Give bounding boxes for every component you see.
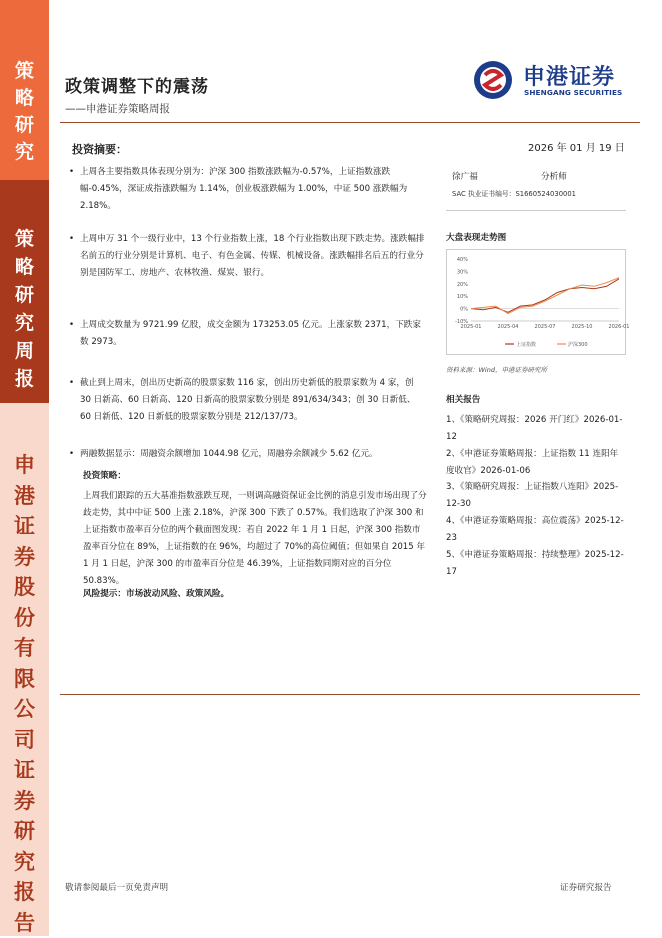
header-divider [60,122,640,123]
band-char: 周 [15,337,34,365]
band-char: 公 [14,694,35,725]
band-char: 策 [15,225,34,253]
y-tick-label: 0% [460,307,468,313]
chart-title: 大盘表现走势图 [446,231,506,243]
band-char: 限 [14,664,35,695]
logo-name-english: SHENGANG SECURITIES [524,88,622,97]
market-chart-svg [447,250,625,354]
summary-bullet: • 上周申万 31 个一级行业中，13 个行业指数上涨，18 个行业指数出现下跌走势。涨跌幅排名前五的行业分别是计算机、电子、有色金属、传媒、机械设备。涨跌幅排名后五的行业分别是国防军工、房地产、农林牧渔、煤炭、银行。 [80,231,425,282]
band-char: 港 [14,481,35,512]
risk-warning: 风险提示：市场波动风险、政策风险。 [83,587,229,599]
related-report-link[interactable]: 2、《申港证券策略周报：上证指数 11 连阳年度收官》2026-01-06 [446,446,626,479]
band-char: 券 [14,786,35,817]
band-char: 证 [14,511,35,542]
x-tick-label: 2025-07 [535,324,556,330]
band-char: 司 [14,725,35,756]
sac-certificate: SAC 执业证书编号：S1660524030001 [452,188,576,198]
side-band-company-name [0,403,49,936]
y-tick-label: 10% [457,294,468,300]
x-tick-label: 2025-10 [572,324,593,330]
analyst-name: 徐广福 [452,170,478,182]
related-report-link[interactable]: 3、《策略研究周报：上证指数八连阳》2025-12-30 [446,479,626,512]
band-char: 究 [15,309,34,337]
x-tick-label: 2026-01 [609,324,630,330]
summary-bullet: • 两融数据显示：周融资余额增加 1044.98 亿元，周融券余额减少 5.62 亿元。 [80,446,425,463]
band-char: 有 [14,633,35,664]
summary-heading: 投资摘要： [72,141,127,157]
related-reports-heading: 相关报告 [446,393,480,405]
sidebar-divider [446,210,626,211]
related-report-link[interactable]: 4、《申港证券策略周报：高位震荡》2025-12-23 [446,513,626,546]
page-subtitle: ——申港证券策略周报 [65,101,170,116]
analyst-role: 分析师 [541,170,567,182]
band-char: 报 [15,365,34,393]
y-tick-label: 30% [457,269,468,275]
legend-label: 沪深300 [568,341,588,348]
y-tick-label: 20% [457,282,468,288]
band-char: 略 [15,253,34,281]
band-char: 告 [14,908,35,938]
band-char: 策 [15,58,34,85]
summary-bullet: • 截止到上周末，创出历史新高的股票家数 116 家，创出历史新低的股票家数为 4 家，创 30 日新高、60 日新高、120 日新高的股票家数分别是 891/634/343；创 30 日新低、60 日新低、120 日新低的股票家数分别是 212/137/73。 [80,375,425,426]
band-char: 研 [15,112,34,139]
band-char: 券 [14,542,35,573]
strategy-heading: 投资策略： [83,469,126,481]
summary-bullet: • 上周成交数量为 9721.99 亿股，成交金额为 173253.05 亿元。上涨家数 2371，下跌家数 2973。 [80,317,425,351]
strategy-paragraph: 上周我们跟踪的五大基准指数涨跌互现，一则调高融资保证金比例的消息引发市场出现了分歧走势，其中中证 500 上涨 2.18%，沪深 300 下跌了 0.57%。我们选取了沪深 300 和上证指数市盈率百分位的两个截面图发现：若自 2022 年 1 月 1 日起，沪深 300 指数市盈率百分位在 89%，上证指数的在 96%，均超过了 70%的高位阈值；但如果自 2015 年 1 月 1 日起，沪深 300 的市盈率百分位是 46.39%，上证指数同期对应的百分位 50.83%。 [83,488,428,590]
band-char: 研 [14,816,35,847]
y-tick-label: -10% [455,319,468,325]
footer-disclaimer[interactable]: 敬请参阅最后一页免责声明 [65,881,168,893]
series-line-1 [471,279,619,313]
band-char: 份 [14,603,35,634]
band-char: 究 [14,847,35,878]
band-char: 证 [14,755,35,786]
content-divider [60,694,640,695]
band-char: 究 [15,139,34,166]
band-char: 申 [14,450,35,481]
logo-name: 申港证券 [523,60,615,91]
band-char: 股 [14,572,35,603]
x-tick-label: 2025-01 [461,324,482,330]
page-title: 政策调整下的震荡 [65,72,209,97]
band-char: 报 [14,877,35,908]
legend-label: 上证指数 [516,341,536,348]
side-band-weekly-report [0,180,49,403]
footer-label: 证券研究报告 [560,881,612,893]
summary-bullet: • 上周各主要指数具体表现分别为：沪深 300 指数涨跌幅为-0.57%，上证指数涨跌幅-0.45%，深证成指涨跌幅为 1.14%，创业板涨跌幅为 1.00%，中证 500 涨跌幅为 2.18%。 [80,164,425,215]
related-report-link[interactable]: 1、《策略研究周报：2026 开门红》2026-01-12 [446,412,626,445]
band-char: 研 [15,281,34,309]
x-tick-label: 2025-04 [498,324,519,330]
chart-source: 资料来源：Wind，申港证券研究所 [446,365,547,374]
market-chart [446,249,626,355]
band-char: 略 [15,85,34,112]
side-band-strategy-research [0,0,49,180]
related-report-link[interactable]: 5、《申港证券策略周报：持续整理》2025-12-17 [446,547,626,580]
report-date: 2026 年 01 月 19 日 [528,139,625,154]
y-tick-label: 40% [457,257,468,263]
